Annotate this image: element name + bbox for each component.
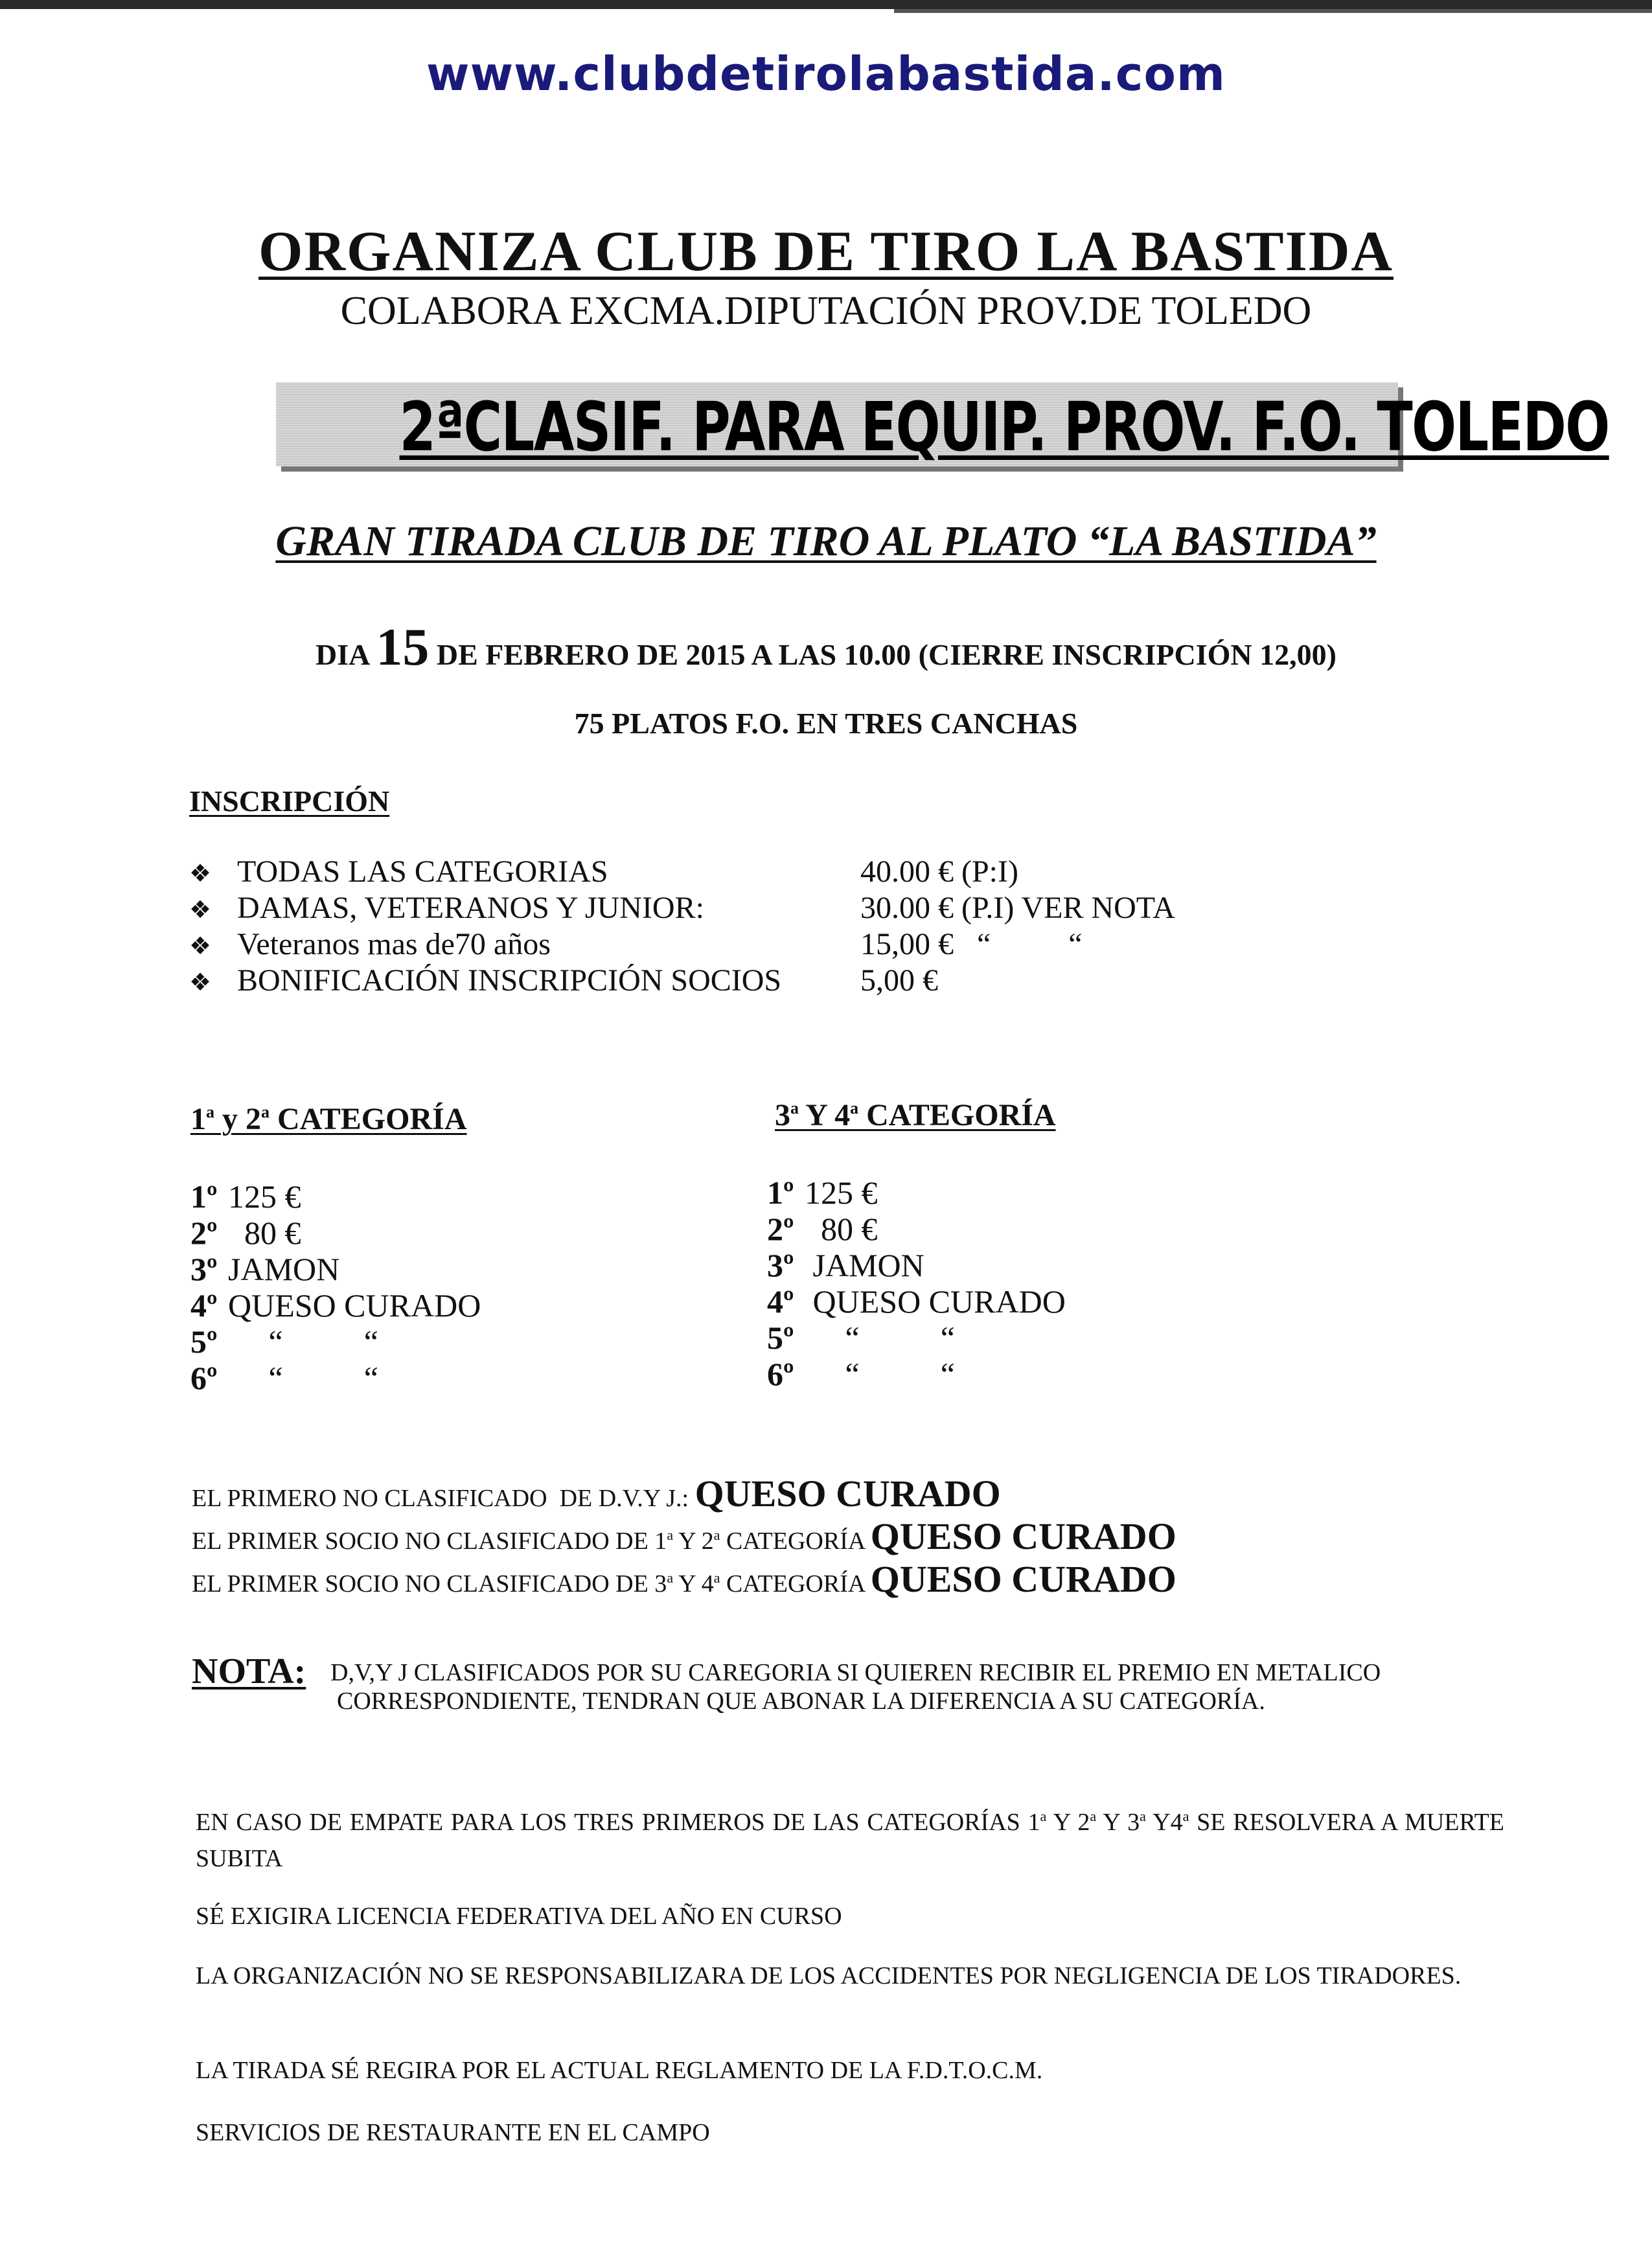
fee-row [189,963,781,998]
diamond-bullet-icon: ❖ [189,933,212,960]
prize-row: 3º JAMON [767,1247,924,1283]
prize-row: 1º 125 € [190,1178,301,1215]
diamond-bullet-icon: ❖ [189,897,212,924]
prize-row: 6º “ “ [767,1356,955,1392]
prize-row: 3º JAMON [190,1251,340,1287]
fee-label: BONIFICACIÓN INSCRIPCIÓN SOCIOS [237,963,782,998]
special-prize-line: EL PRIMER SOCIO NO CLASIFICADO DE 1$^a$ Y 2$^a$ CATEGORÍA QUESO CURADO [192,1515,1176,1557]
prize-row: 6º “ “ [190,1360,378,1396]
prize-row: 2º 80 € [767,1211,878,1247]
special-prize-line: EL PRIMERO NO CLASIFICADO DE D.V.Y J.: QUESO CURADO [192,1472,1001,1515]
license-rule: SÉ EXIGIRA LICENCIA FEDERATIVA DEL AÑO EN CURSO [196,1903,842,1930]
website-url[interactable]: www.clubdetirolabastida.com [426,47,1226,101]
scan-top-border-shadow [894,9,1652,13]
fee-row [189,926,551,962]
fee-value: 5,00 € [860,963,938,998]
date-rest: DE FEBRERO DE 2015 A LAS 10.00 (CIERRE INSCRIPCIÓN 12,00) [436,638,1337,671]
fee-label: Veteranos mas de70 años [237,927,551,961]
inscripcion-heading: INSCRIPCIÓN [189,785,390,818]
liability-rule: LA ORGANIZACIÓN NO SE RESPONSABILIZARA DE LOS ACCIDENTES POR NEGLIGENCIA DE LOS TIRADORES. [196,1962,1462,1989]
platos-line: 75 PLATOS F.O. EN TRES CANCHAS [574,707,1078,740]
prize-row: 1º 125 € [767,1174,878,1211]
date-prefix: DIA [315,638,369,671]
organizer-title: ORGANIZA CLUB DE TIRO LA BASTIDA [258,220,1394,283]
category-heading-right: 3$^a$ Y 4$^a$ CATEGORÍA [775,1098,1056,1132]
tie-rule: EN CASO DE EMPATE PARA LOS TRES PRIMEROS DE LAS CATEGORÍAS 1$^a$ Y 2$^a$ Y 3$^a$ Y4$^a$ SE RESOLVERA A MUERTE SUBITA [196,1808,1505,1872]
fee-row [189,890,704,926]
special-prize-line: EL PRIMER SOCIO NO CLASIFICADO DE 3$^a$ Y 4$^a$ CATEGORÍA QUESO CURADO [192,1558,1176,1600]
diamond-bullet-icon: ❖ [189,969,212,996]
fee-label: TODAS LAS CATEGORIAS [237,854,608,889]
regulation-rule: LA TIRADA SÉ REGIRA POR EL ACTUAL REGLAMENTO DE LA F.D.T.O.C.M. [196,2057,1043,2084]
category-heading-left: 1$^a$ y 2$^a$ CATEGORÍA [190,1102,467,1136]
prize-row: 4º QUESO CURADO [190,1287,481,1323]
fee-label: DAMAS, VETERANOS Y JUNIOR: [237,891,704,925]
fee-row [189,854,608,889]
event-title: GRAN TIRADA CLUB DE TIRO AL PLATO “LA BASTIDA” [275,518,1377,565]
banner-title: 2ªCLASIF. PARA EQUIP. PROV. F.O. TOLEDO [399,387,1609,466]
fee-value: 15,00 € “ “ [860,927,1083,961]
nota-line-2: CORRESPONDIENTE, TENDRAN QUE ABONAR LA DIFERENCIA A SU CATEGORÍA. [337,1688,1265,1715]
diamond-bullet-icon: ❖ [189,860,212,888]
scan-top-border [0,0,1652,9]
fee-value: 40.00 € (P:I) [860,854,1018,889]
nota-label: NOTA: [192,1651,306,1691]
collaborator-line: COLABORA EXCMA.DIPUTACIÓN PROV.DE TOLEDO [340,289,1312,333]
prize-row: 5º “ “ [767,1320,955,1356]
fee-value: 30.00 € (P.I) VER NOTA [860,891,1175,925]
date-day: 15 [376,617,430,676]
event-date [0,617,1652,678]
prize-row: 2º 80 € [190,1215,301,1251]
prize-row: 4º QUESO CURADO [767,1283,1066,1320]
prize-row: 5º “ “ [190,1323,378,1360]
restaurant-note: SERVICIOS DE RESTAURANTE EN EL CAMPO [196,2119,710,2146]
nota-line-1: D,V,Y J CLASIFICADOS POR SU CAREGORIA SI QUIEREN RECIBIR EL PREMIO EN METALICO [330,1659,1381,1686]
